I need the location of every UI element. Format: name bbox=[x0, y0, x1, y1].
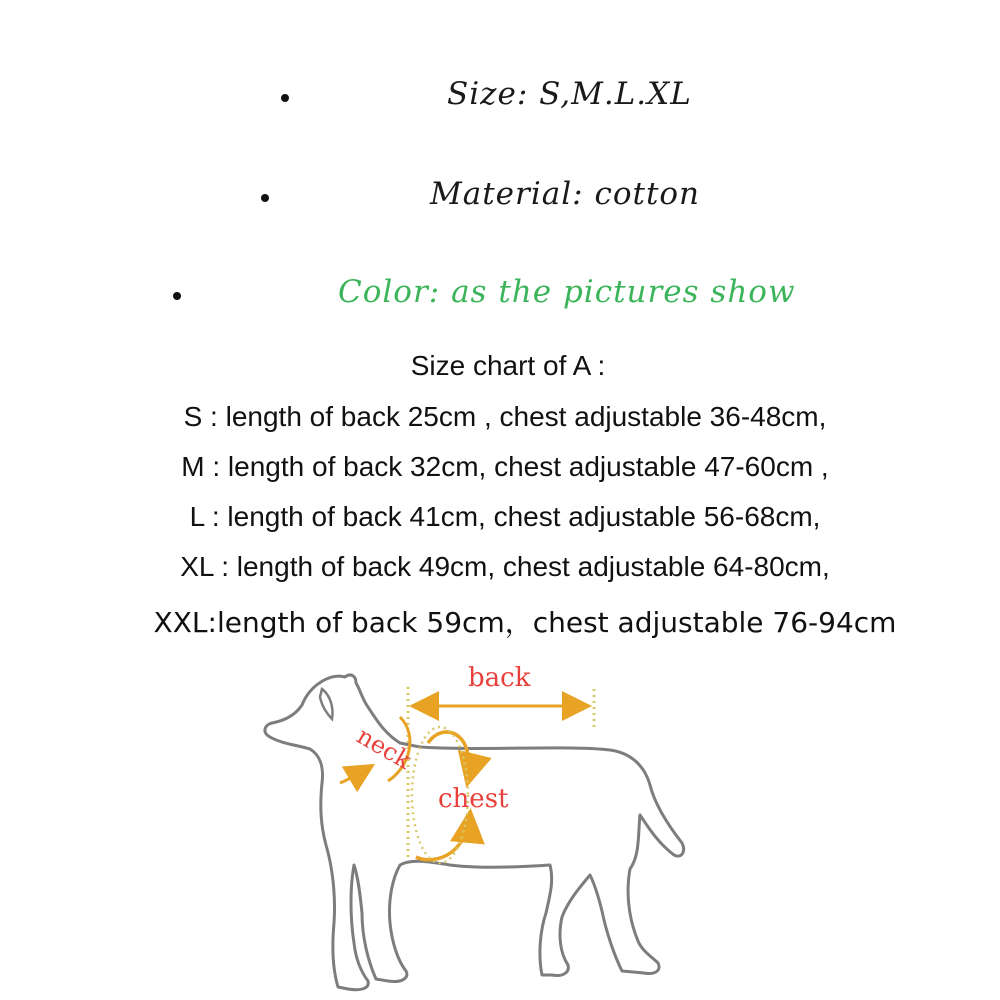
back-label: back bbox=[468, 663, 531, 693]
chest-label: chest bbox=[438, 784, 509, 814]
bullet-item-size bbox=[0, 72, 1000, 122]
bullet-item-material bbox=[0, 172, 1000, 222]
dog-measurement-diagram bbox=[250, 655, 700, 1000]
neck-label: neck bbox=[352, 721, 417, 775]
size-row-l: L : length of back 41cm, chest adjustable 56-68cm, bbox=[189, 501, 821, 532]
size-chart-title: Size chart of A : bbox=[410, 350, 606, 381]
material-text: Material: cotton bbox=[430, 176, 701, 212]
bullet-dot bbox=[261, 194, 269, 202]
bullet-dot bbox=[281, 94, 289, 102]
dog-silhouette bbox=[265, 675, 684, 990]
size-row-xxl: XXL:length of back 59cm，chest adjustable 76-94cm bbox=[153, 606, 897, 639]
dog-diagram-svg bbox=[250, 655, 700, 1000]
color-text: Color: as the pictures show bbox=[338, 274, 796, 310]
size-row-xl: XL : length of back 49cm, chest adjustable 64-80cm, bbox=[180, 551, 830, 582]
size-row-s: S : length of back 25cm , chest adjustable 36-48cm, bbox=[183, 401, 827, 432]
size-option-text: Size: S,M.L.XL bbox=[447, 76, 692, 112]
bullet-dot bbox=[173, 292, 181, 300]
size-row-m: M : length of back 32cm, chest adjustable 47-60cm , bbox=[181, 451, 829, 482]
bullet-item-color bbox=[0, 272, 1000, 322]
